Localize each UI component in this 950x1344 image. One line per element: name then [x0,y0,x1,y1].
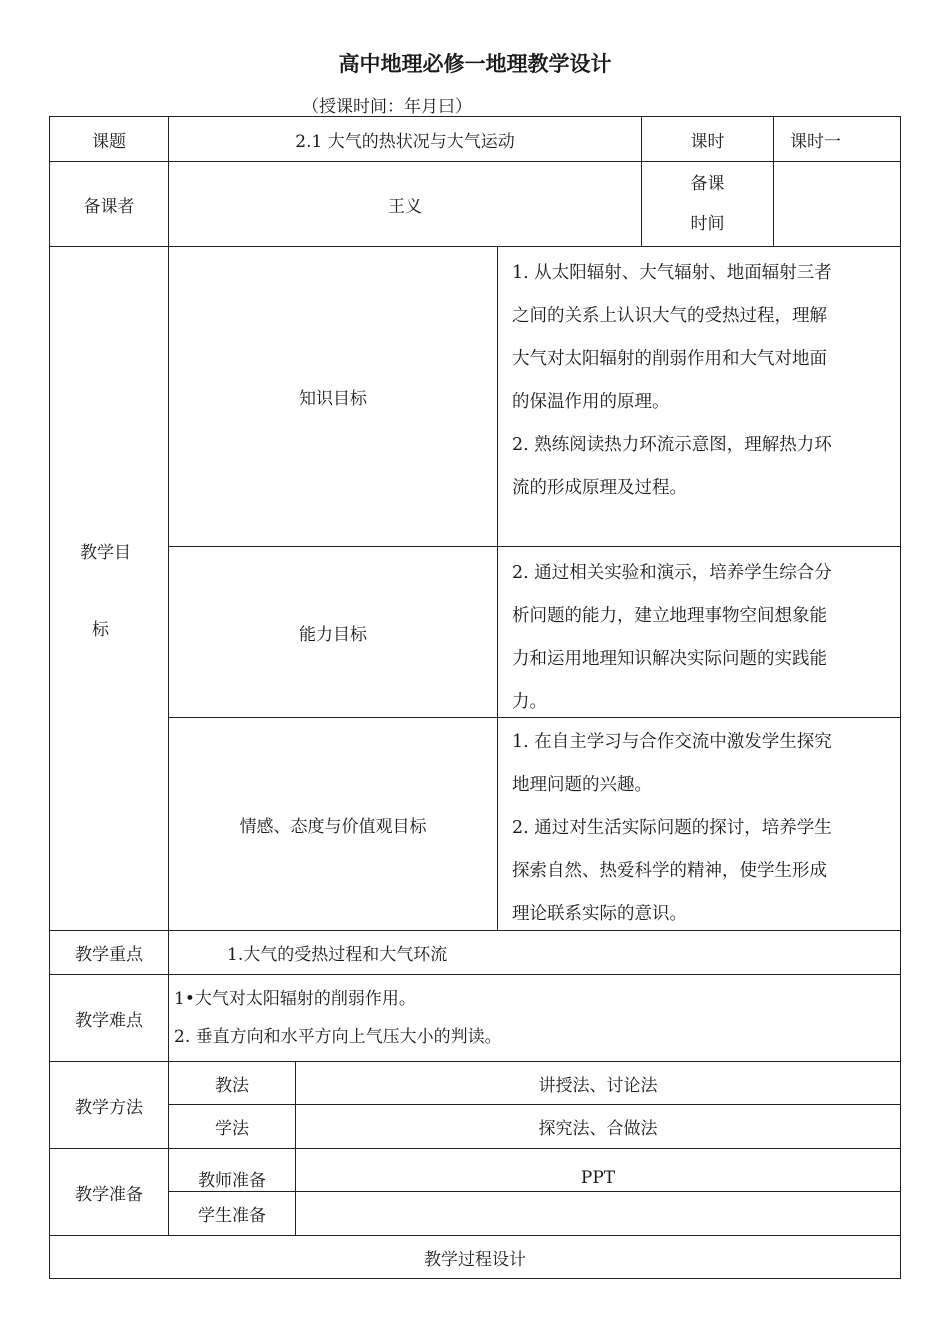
preparer-value: 王义 [168,161,642,247]
emotion-line: 地理问题的兴趣。 [512,775,652,795]
difficulty-line: 2. 垂直方向和水平方向上气压大小的判读。 [174,1027,502,1047]
knowledge-goal-label: 知识目标 [168,246,498,547]
teacher-prep-label: 教师准备 [168,1148,296,1192]
process-design-header: 教学过程设计 [49,1235,901,1279]
key-points-value: 1.大气的受热过程和大气环流 [168,930,901,975]
learn-method-label: 学法 [168,1104,296,1149]
difficulty-label: 教学难点 [49,974,169,1062]
document-title: 高中地理必修一地理教学设计 [338,52,612,76]
knowledge-line: 1. 从太阳辐射、大气辐射、地面辐射三者 [512,263,832,283]
period-value: 课时一 [773,116,901,162]
ability-line: 析问题的能力，建立地理事物空间想象能 [512,606,827,626]
knowledge-line: 之间的关系上认识大气的受热过程，理解 [512,306,827,326]
goals-label-line-1: 教学目 [80,542,131,563]
knowledge-line: 的保温作用的原理。 [512,392,670,412]
prep-time-label-line-1: 备课 [690,174,725,194]
teacher-prep-value: PPT [295,1148,901,1192]
prep-time-label [641,161,774,247]
emotion-line: 理论联系实际的意识。 [512,904,687,924]
difficulty-line: 1•大气对太阳辐射的削弱作用。 [174,989,416,1009]
period-label: 课时 [641,116,774,162]
student-prep-label: 学生准备 [168,1191,296,1236]
knowledge-line: 2. 熟练阅读热力环流示意图，理解热力环 [512,435,832,455]
emotion-goal-label: 情感、态度与价值观目标 [168,717,498,931]
key-points-label: 教学重点 [49,930,169,975]
ability-line: 2. 通过相关实验和演示，培养学生综合分 [512,563,832,583]
topic-value: 2.1 大气的热状况与大气运动 [168,116,642,162]
prep-label: 教学准备 [49,1148,169,1236]
topic-label: 课题 [49,116,169,162]
knowledge-goal-text [512,252,890,510]
teach-method-value: 讲授法、讨论法 [295,1061,901,1105]
emotion-line: 探索自然、热爱科学的精神，使学生形成 [512,861,827,881]
ability-line: 力。 [512,692,547,712]
goals-label-line-2: 标 [92,619,109,640]
knowledge-line: 大气对太阳辐射的削弱作用和大气对地面 [512,349,827,369]
student-prep-value [295,1191,901,1236]
difficulty-value [168,974,901,1062]
ability-goal-text [512,552,890,724]
ability-line: 力和运用地理知识解决实际问题的实践能 [512,649,827,669]
ability-goal-label: 能力目标 [168,546,498,718]
lesson-time-note: （授课时间：年月曰） [302,97,472,117]
preparer-label: 备课者 [49,161,169,247]
learn-method-value: 探究法、合做法 [295,1104,901,1149]
emotion-goal-text [512,721,890,936]
prep-time-label-line-2: 时间 [690,214,725,234]
emotion-line: 2. 通过对生活实际问题的探讨，培养学生 [512,818,832,838]
prep-time-value [773,161,901,247]
teach-method-label: 教法 [168,1061,296,1105]
emotion-line: 1. 在自主学习与合作交流中激发学生探究 [512,732,832,752]
knowledge-line: 流的形成原理及过程。 [512,478,687,498]
goals-label [49,246,169,931]
method-label: 教学方法 [49,1061,169,1149]
